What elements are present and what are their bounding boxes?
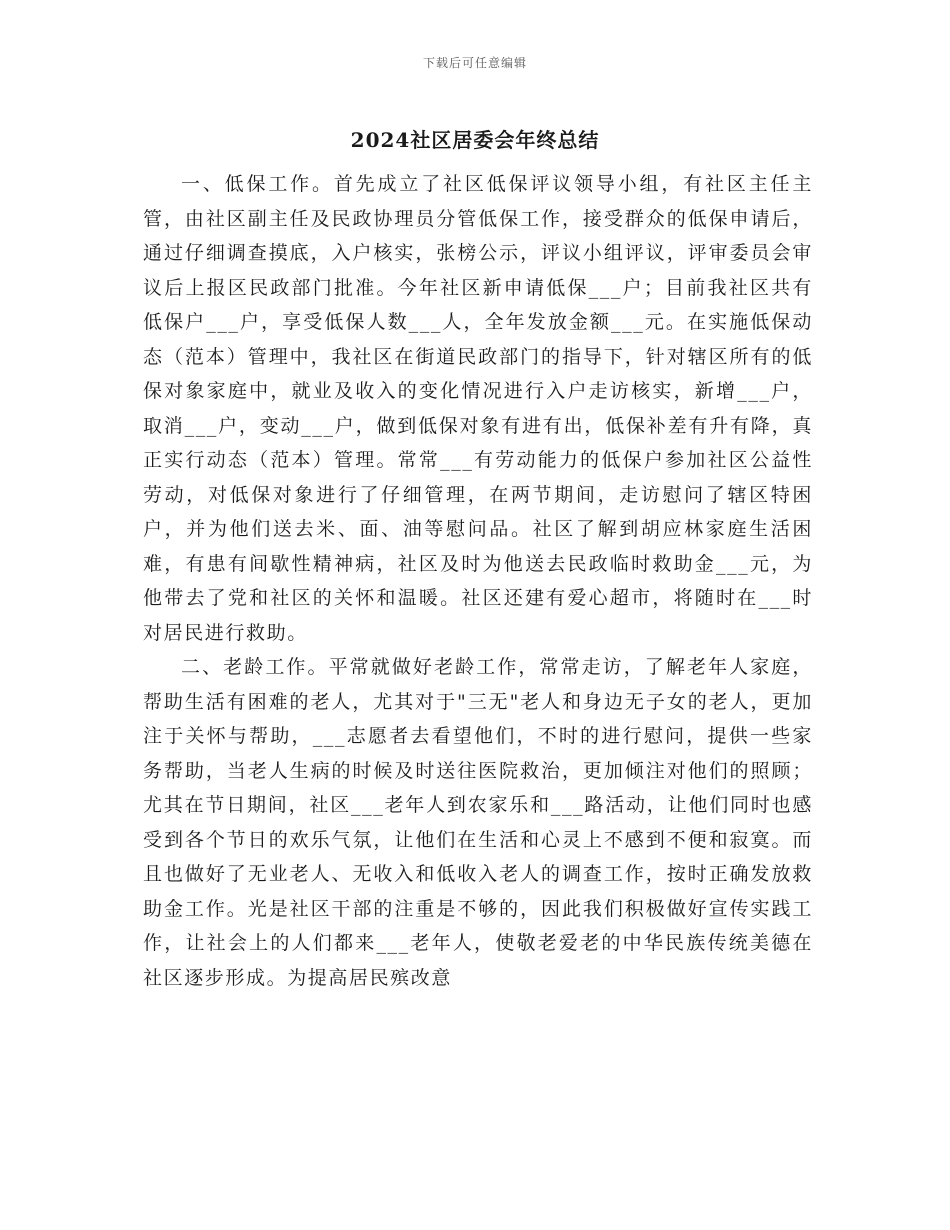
paragraph-elderly-work: 二、老龄工作。平常就做好老龄工作，常常走访，了解老年人家庭，帮助生活有困难的老人，尤其对于"三无"老人和身边无子女的老人，更加注于关怀与帮助，___志愿者去看望他们，不时的进行慰问，提供一些家务帮助，当老人生病的时候及时送往医院救治，更加倾注对他们的照顾；尤其在节日期间，社区___老年人到农家乐和___路活动，让他们同时也感受到各个节日的欢乐气氛，让他们在生活和心灵上不感到不便和寂寞。而且也做好了无业老人、无收入和低收入老人的调查工作，按时正确发放救助金工作。光是社区干部的注重是不够的，因此我们积极做好宣传实践工作，让社会上的人们都来___老年人，使敬老爱老的中华民族传统美德在社区逐步形成。为提高居民殡改意 [143,656,813,989]
document-body [143,167,813,995]
paragraph-low-income-work: 一、低保工作。首先成立了社区低保评议领导小组，有社区主任主管，由社区副主任及民政协理员分管低保工作，接受群众的低保申请后，通过仔细调查摸底，入户核实，张榜公示，评议小组评议，评审委员会审议后上报区民政部门批准。今年社区新申请低保___户；目前我社区共有低保户___户，享受低保人数___人，全年发放金额___元。在实施低保动态（范本）管理中，我社区在街道民政部门的指导下，针对辖区所有的低保对象家庭中，就业及收入的变化情况进行入户走访核实，新增___户，取消___户，变动___户，做到低保对象有进有出，低保补差有升有降，真正实行动态（范本）管理。常常___有劳动能力的低保户参加社区公益性劳动，对低保对象进行了仔细管理，在两节期间，走访慰问了辖区特困户，并为他们送去米、面、油等慰问品。社区了解到胡应林家庭生活困难，有患有间歇性精神病，社区及时为他送去民政临时救助金___元，为他带去了党和社区的关怀和温暖。社区还建有爱心超市，将随时在___时对居民进行救助。 [143,173,813,644]
document-title: 2024社区居委会年终总结 [350,128,600,152]
header-note: 下载后可任意编辑 [422,56,527,70]
